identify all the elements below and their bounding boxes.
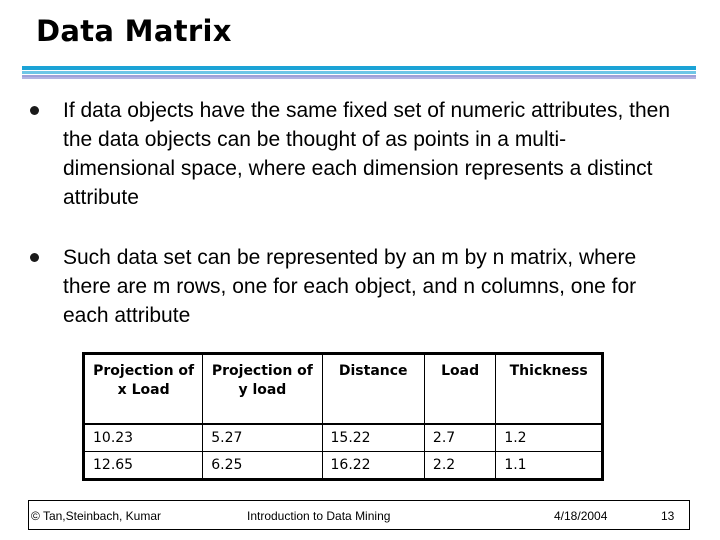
bullet-text: Such data set can be represented by an m by n matrix, where there are m rows, one for each object, and n columns, one for each attribute (63, 246, 637, 327)
bullet-dot-icon (30, 253, 39, 262)
table-cell: 12.65 (84, 452, 203, 480)
underline-bar (22, 71, 696, 74)
table-cell: 2.2 (424, 452, 495, 480)
data-matrix-table (82, 352, 604, 481)
footer-copyright: © Tan,Steinbach, Kumar (31, 509, 162, 523)
table-header-row (84, 354, 603, 424)
table-cell: 16.22 (322, 452, 424, 480)
table-cell: 1.1 (496, 452, 603, 480)
underline-bar (22, 77, 696, 79)
table-cell: 6.25 (203, 452, 322, 480)
footer-course: Introduction to Data Mining (247, 509, 391, 523)
slide-footer (28, 500, 690, 530)
table-cell: 15.22 (322, 424, 424, 452)
column-header: Load (424, 354, 495, 424)
table-cell: 2.7 (424, 424, 495, 452)
table-cell: 5.27 (203, 424, 322, 452)
bullet-dot-icon (30, 106, 39, 115)
column-header: Distance (322, 354, 424, 424)
table-row (84, 424, 603, 452)
table-cell: 10.23 (84, 424, 203, 452)
footer-date: 4/18/2004 (554, 509, 608, 523)
table-cell: 1.2 (496, 424, 603, 452)
table-row (84, 452, 603, 480)
column-header: Thickness (496, 354, 603, 424)
column-header: Projection of y load (203, 354, 322, 424)
column-header: Projection of x Load (84, 354, 203, 424)
footer-page-number: 13 (661, 509, 675, 523)
slide-title: Data Matrix (36, 14, 232, 48)
bullet-text: If data objects have the same fixed set of numeric attributes, then the data objects can be thought of as points in a multi-dimensional space, where each dimension represents a distinct attribute (63, 99, 671, 209)
underline-bar (22, 66, 696, 70)
